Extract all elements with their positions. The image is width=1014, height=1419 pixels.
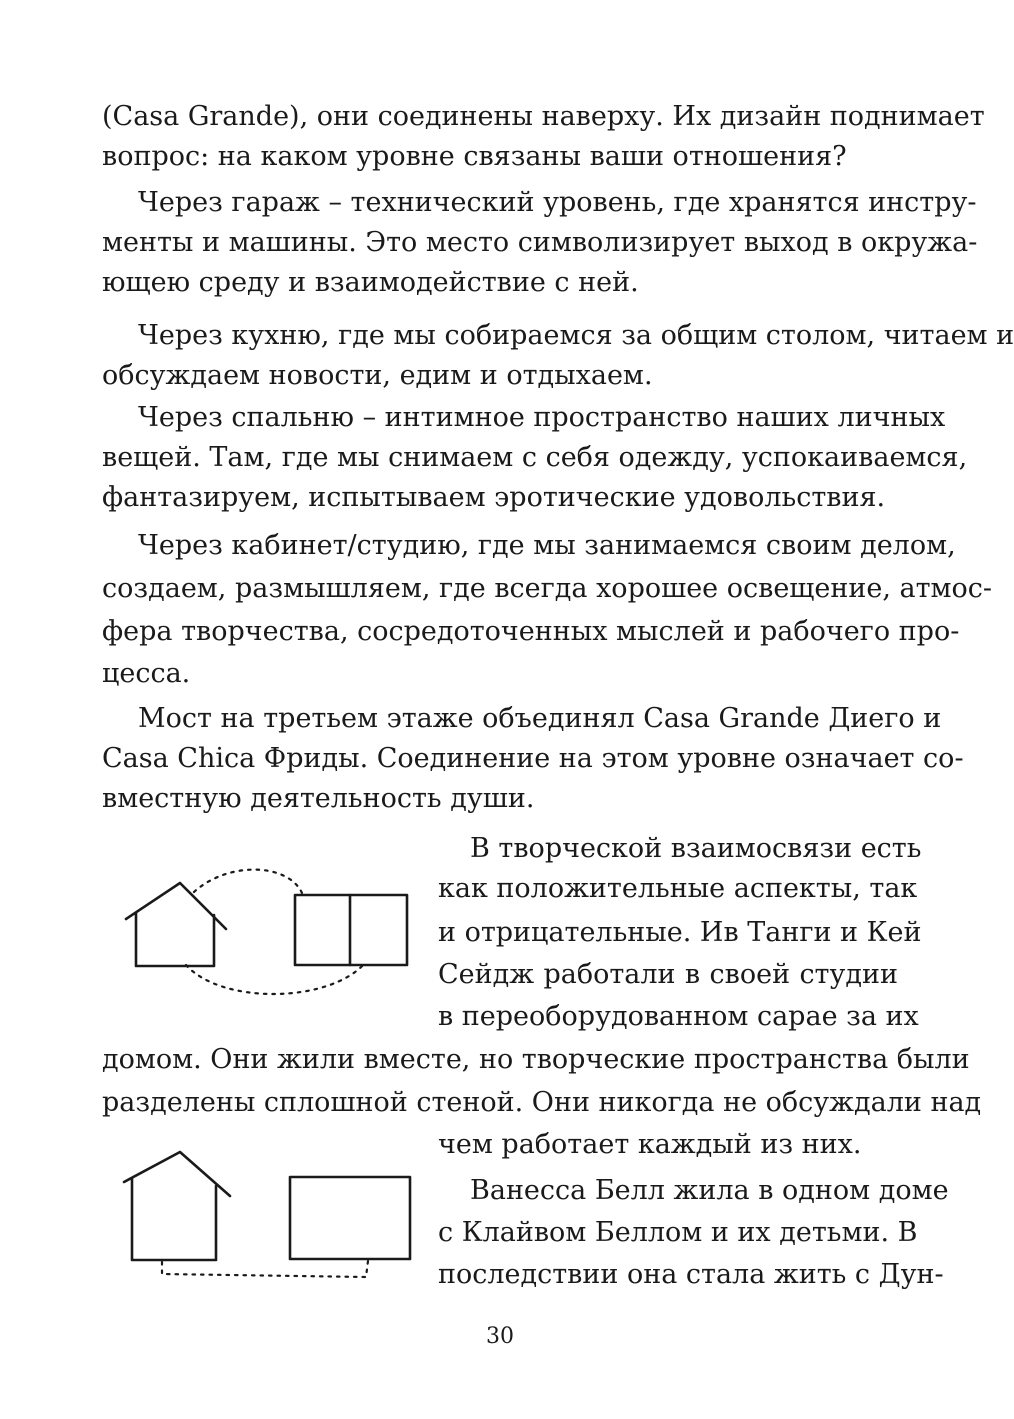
text-line: (Casa Grande), они соединены наверху. Их дизайн поднимает — [102, 101, 985, 132]
text-line: и отрицательные. Ив Танги и Кей — [438, 917, 922, 948]
text-line: менты и машины. Это место символизирует выход в окружа- — [102, 227, 978, 258]
text-line: как положительные аспекты, так — [438, 873, 918, 904]
text-line: обсуждаем новости, едим и отдыхаем. — [102, 360, 653, 391]
text-line: Ванесса Белл жила в одном доме — [470, 1175, 949, 1206]
text-line: фера творчества, сосредоточенных мыслей и рабочего про- — [102, 616, 960, 647]
text-line: цесса. — [102, 658, 191, 689]
house-roof-line — [124, 1152, 230, 1196]
sketch-house-separate-studio — [118, 1140, 438, 1290]
text-line: Сейдж работали в своей студии — [438, 959, 898, 990]
text-line: ющею среду и взаимодействие с ней. — [102, 267, 639, 298]
dotted-connection-bottom — [186, 963, 365, 994]
dotted-connection-top — [194, 870, 302, 893]
house-walls-line — [132, 1178, 216, 1260]
text-line: разделены сплошной стеной. Они никогда не обсуждали над — [102, 1087, 982, 1118]
house-roof-line — [126, 883, 226, 929]
text-line: Через гараж – технический уровень, где хранятся инстру- — [138, 187, 977, 218]
sketch-house-studio-dotted-loop — [110, 855, 430, 1015]
text-line: создаем, размышляем, где всегда хорошее освещение, атмос- — [102, 573, 993, 604]
text-line: Через кухню, где мы собираемся за общим столом, читаем и — [138, 320, 1014, 351]
text-line: фантазируем, испытываем эротические удовольствия. — [102, 482, 886, 513]
dotted-connection — [162, 1261, 368, 1277]
text-line: вместную деятельность души. — [102, 783, 535, 814]
text-line: домом. Они жили вместе, но творческие пространства были — [102, 1044, 970, 1075]
text-line: Мост на третьем этаже объединял Casa Grande Диего и — [138, 703, 942, 734]
house-walls-line — [136, 913, 214, 966]
text-line: Через кабинет/студию, где мы занимаемся своим делом, — [138, 530, 956, 561]
text-line: В творческой взаимосвязи есть — [470, 833, 922, 864]
text-line: чем работает каждый из них. — [438, 1129, 862, 1160]
text-line: Casa Chica Фриды. Соединение на этом уровне означает со- — [102, 743, 964, 774]
text-line: с Клайвом Беллом и их детьми. В — [438, 1217, 918, 1248]
text-line: вопрос: на каком уровне связаны ваши отношения? — [102, 141, 847, 172]
text-line: вещей. Там, где мы снимаем с себя одежду, успокаиваемся, — [102, 442, 968, 473]
page-number: 30 — [486, 1324, 514, 1349]
text-line: в переоборудованном сарае за их — [438, 1001, 919, 1032]
text-line: последствии она стала жить с Дун- — [438, 1259, 944, 1290]
studio-outline — [290, 1177, 410, 1259]
text-line: Через спальню – интимное пространство наших личных — [138, 402, 946, 433]
